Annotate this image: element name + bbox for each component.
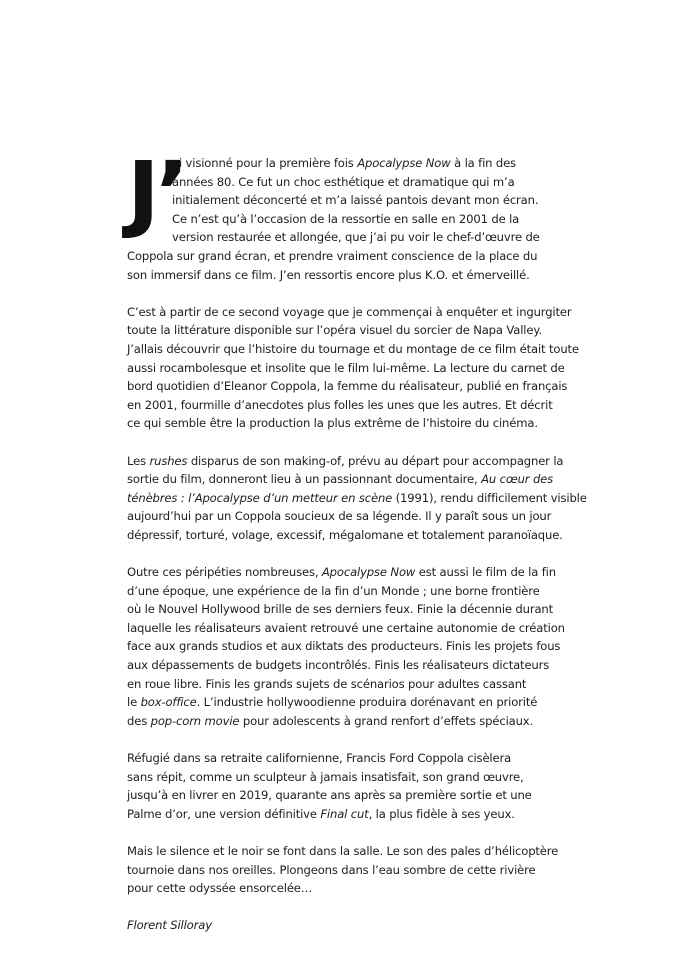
article-body — [127, 143, 587, 898]
text-line: son immersif dans ce film. J’en ressortis encore plus K.O. et émerveillé. — [127, 267, 530, 282]
author-signature: Florent Silloray — [127, 918, 212, 933]
text-line: aujourd’hui par un Coppola soucieux de sa légende. Il y paraît sous un jour — [127, 509, 552, 524]
drop-cap: J’ — [127, 143, 185, 241]
text-line: dépressif, torturé, volage, excessif, mégalomane et totalement paranoïaque. — [127, 527, 563, 542]
paragraph — [127, 303, 579, 433]
paragraph — [127, 143, 567, 284]
text-line: où le Nouvel Hollywood brille de ses derniers feux. Finie la décennie durant — [127, 602, 553, 617]
text-line: jusqu’à en livrer en 2019, quarante ans après sa première sortie et une — [127, 788, 532, 803]
italic-title: Au cœur des — [481, 472, 554, 487]
text-line: le box-office. L’industrie hollywoodienne produira dorénavant en priorité — [127, 695, 538, 710]
text-line: ai visionné pour la première fois Apocalypse Now à la fin des — [172, 156, 516, 170]
text-line: aux dépassements de budgets incontrôlés. Finis les réalisateurs dictateurs — [127, 658, 550, 673]
text-line: face aux grands studios et aux diktats des producteurs. Finis les projets fous — [127, 639, 561, 654]
text-line: Mais le silence et le noir se font dans la salle. Le son des pales d’hélicoptère — [127, 843, 559, 858]
text-line: en roue libre. Finis les grands sujets de scénarios pour adultes cassant — [127, 676, 527, 691]
paragraph — [127, 842, 567, 898]
text-line: années 80. Ce fut un choc esthétique et dramatique qui m’a — [172, 174, 515, 189]
text-line: Coppola sur grand écran, et prendre vraiment conscience de la place du — [127, 248, 538, 263]
text-line: pour cette odyssée ensorcelée… — [127, 881, 313, 896]
paragraph — [127, 749, 567, 823]
text-line: ce qui semble être la production la plus extrême de l’histoire du cinéma. — [127, 416, 538, 431]
text-line: aussi rocambolesque et insolite que le film lui-même. La lecture du carnet de — [127, 360, 565, 375]
italic-title: Apocalypse Now — [357, 156, 451, 170]
text-line: toute la littérature disponible sur l’opéra visuel du sorcier de Napa Valley. — [127, 323, 542, 338]
text-line: d’une époque, une expérience de la fin d’un Monde ; une borne frontière — [127, 583, 540, 598]
text-line: Les rushes disparus de son making-of, prévu au départ pour accompagner la — [127, 453, 564, 468]
text-line: tournoie dans nos oreilles. Plongeons dans l’eau sombre de cette rivière — [127, 862, 536, 877]
text-line: ténèbres : l’Apocalypse d’un metteur en scène (1991), rendu difficilement visible — [127, 490, 587, 505]
text-line: Palme d’or, une version définitive Final cut, la plus fidèle à ses yeux. — [127, 806, 515, 821]
text-line: bord quotidien d’Eleanor Coppola, la femme du réalisateur, publié en français — [127, 379, 568, 394]
text-line: sortie du film, donneront lieu à un passionnant documentaire, Au cœur des — [127, 472, 554, 487]
italic-title: Final cut — [320, 806, 369, 821]
text-line: laquelle les réalisateurs avaient retrouvé une certaine autonomie de création — [127, 620, 565, 635]
italic-title: pop-corn movie — [150, 713, 240, 728]
text-line: Ce n’est qu’à l’occasion de la ressortie en salle en 2001 de la — [172, 211, 520, 226]
text-line: version restaurée et allongée, que j’ai pu voir le chef-d’œuvre de — [172, 230, 540, 245]
italic-title: ténèbres : l’Apocalypse d’un metteur en scène — [127, 490, 393, 505]
paragraph — [127, 452, 587, 545]
text-line: J’allais découvrir que l’histoire du tournage et du montage de ce film était toute — [127, 341, 579, 356]
text-line: C’est à partir de ce second voyage que je commençai à enquêter et ingurgiter — [127, 304, 572, 319]
italic-title: Apocalypse Now — [321, 565, 416, 580]
article — [127, 143, 587, 935]
text-line: Outre ces péripéties nombreuses, Apocalypse Now est aussi le film de la fin — [127, 565, 556, 580]
italic-title: rushes — [149, 453, 188, 468]
text-line: sans répit, comme un sculpteur à jamais insatisfait, son grand œuvre, — [127, 769, 524, 784]
text-line: initialement déconcerté et m’a laissé pantois devant mon écran. — [172, 193, 539, 208]
paragraph — [127, 563, 567, 730]
italic-title: box-office — [140, 695, 197, 710]
text-line: en 2001, fourmille d’anecdotes plus folles les unes que les autres. Et décrit — [127, 397, 553, 412]
text-line: Réfugié dans sa retraite californienne, Francis Ford Coppola cisèlera — [127, 751, 512, 765]
text-line: des pop-corn movie pour adolescents à grand renfort d’effets spéciaux. — [127, 713, 534, 728]
